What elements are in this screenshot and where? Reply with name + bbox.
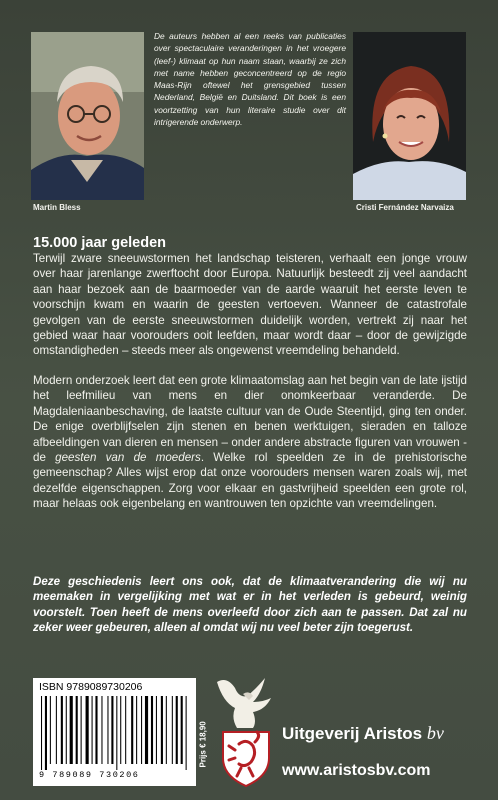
barcode-bar — [166, 696, 167, 764]
barcode-bar — [131, 696, 133, 764]
barcode-bar — [70, 696, 73, 764]
paragraph-2-end: . Welke rol speelden ze in de prehistorische gemeenschap? Alles wijst erop dat onze voorouders mensen waren zoals wij, met dezelfde eigenschappen. Zorg voor elkaar en gastvrijheid speelden een grote rol, maar helaas ook eigenbelang en wantrouwen ten opzichte van vreemdelingen. — [33, 451, 467, 511]
barcode-bar — [86, 696, 89, 764]
barcode-bar — [161, 696, 163, 764]
publisher-suffix: bv — [426, 723, 444, 743]
publisher-name-text: Uitgeverij Aristos — [282, 724, 423, 743]
barcode-bar — [107, 696, 108, 764]
barcode-bar — [151, 696, 153, 764]
price-label: Prijs € 18,90 — [198, 721, 208, 768]
eagle-scorpion-shield-logo-icon — [213, 672, 279, 790]
barcode-bar — [56, 696, 57, 764]
barcode-box — [33, 678, 196, 786]
barcode-bar — [125, 696, 126, 764]
barcode-bar — [116, 696, 117, 770]
publisher-name — [282, 723, 444, 744]
barcode-bar — [45, 696, 47, 770]
paragraph-2-start: Modern onderzoek leert dat een grote klimaatomslag aan het begin van de late ijstijd het leefmilieu van mens en dier onomkeerbaar veranderde. De Magdaleniaanbeschaving, de laatste cultuur van de Oude Steentijd, ging ten onder. De enige overblijfselen zijn stenen en benen werktuigen, sieraden en talloze afbeeldingen van dieren en mensen – onder andere abstracte figuren van vrouwen - de — [33, 374, 467, 465]
author-name-left: Martin Bless — [33, 203, 81, 212]
barcode-bar — [156, 696, 157, 764]
barcode-bar — [92, 696, 93, 764]
man-portrait-icon — [31, 32, 144, 200]
author-name-right: Cristi Fernández Narvaiza — [356, 203, 454, 212]
barcode-bar — [181, 696, 183, 764]
author-photo-martin — [31, 32, 144, 200]
barcode-bar — [186, 696, 187, 770]
barcode-bar — [136, 696, 137, 764]
body-paragraph-1: Terwijl zware sneeuwstormen het landschap teisteren, verhaalt een jonge vrouw over haar jarenlange zwerftocht door Europa. Natuurlijk besteedt zij veel aandacht aan haar bezoek aan de baarmoeder van de aarde waaruit het eerste leven te voorschijn kwam en waarin de geesten vertoeven. Wanneer de catastrofale gevolgen van de eerste sneeuwstormen duidelijk worden, vertrekt zij naar het gebied waar haar voorouders ooit leefden, maar wordt daar – door de gewijzigde omstandigheden – steeds meer als ongewenst vreemdeling behandeld. — [33, 252, 467, 358]
isbn-label: ISBN 9789089730206 — [39, 681, 143, 693]
section-heading: 15.000 jaar geleden — [33, 235, 166, 251]
barcode-bar — [66, 696, 67, 764]
barcode-bar — [41, 696, 42, 770]
barcode-icon — [39, 696, 189, 770]
body-paragraph-2 — [33, 373, 467, 512]
price-label-container — [196, 700, 208, 770]
barcode-bar — [172, 696, 173, 764]
barcode-bar — [176, 696, 178, 764]
paragraph-2-emphasis: geesten van de moeders — [55, 451, 201, 465]
barcode-bar — [101, 696, 102, 764]
barcode-bar — [61, 696, 63, 764]
barcode-bar — [141, 696, 142, 764]
barcode-bar — [50, 696, 51, 764]
barcode-bar — [145, 696, 148, 764]
woman-portrait-icon — [353, 32, 466, 200]
author-photo-cristi — [353, 32, 466, 200]
barcode-bar — [95, 696, 97, 764]
barcode-bar — [76, 696, 78, 764]
author-intro-text: De auteurs hebben al een reeks van publicaties over spectaculaire veranderingen in het vroegere (leef-) klimaat op hun naam staan, waarbij ze zich met name hebben geconcentreerd op de regio Maas-Rijn oftewel het grensgebied tussen Nederland, België en Duitsland. Dit boek is een voortzetting van hun literaire studie over dit intrigerende onderwerp. — [154, 31, 346, 128]
barcode-bar — [111, 696, 113, 764]
publisher-website[interactable]: www.aristosbv.com — [282, 762, 431, 779]
barcode-bar — [81, 696, 82, 764]
closing-statement: Deze geschiedenis leert ons ook, dat de klimaatverandering die wij nu meemaken in vergelijking met wat er in het verleden is gebeurd, weinig voorstelt. Toen heeft de mens overleefd door zich aan te passen. Dat zal nu zeker weer gebeuren, alleen al omdat wij nu veel beter zijn toegerust. — [33, 575, 467, 635]
barcode-bar — [120, 696, 121, 764]
barcode-digits: 9 789089 730206 — [39, 770, 140, 780]
